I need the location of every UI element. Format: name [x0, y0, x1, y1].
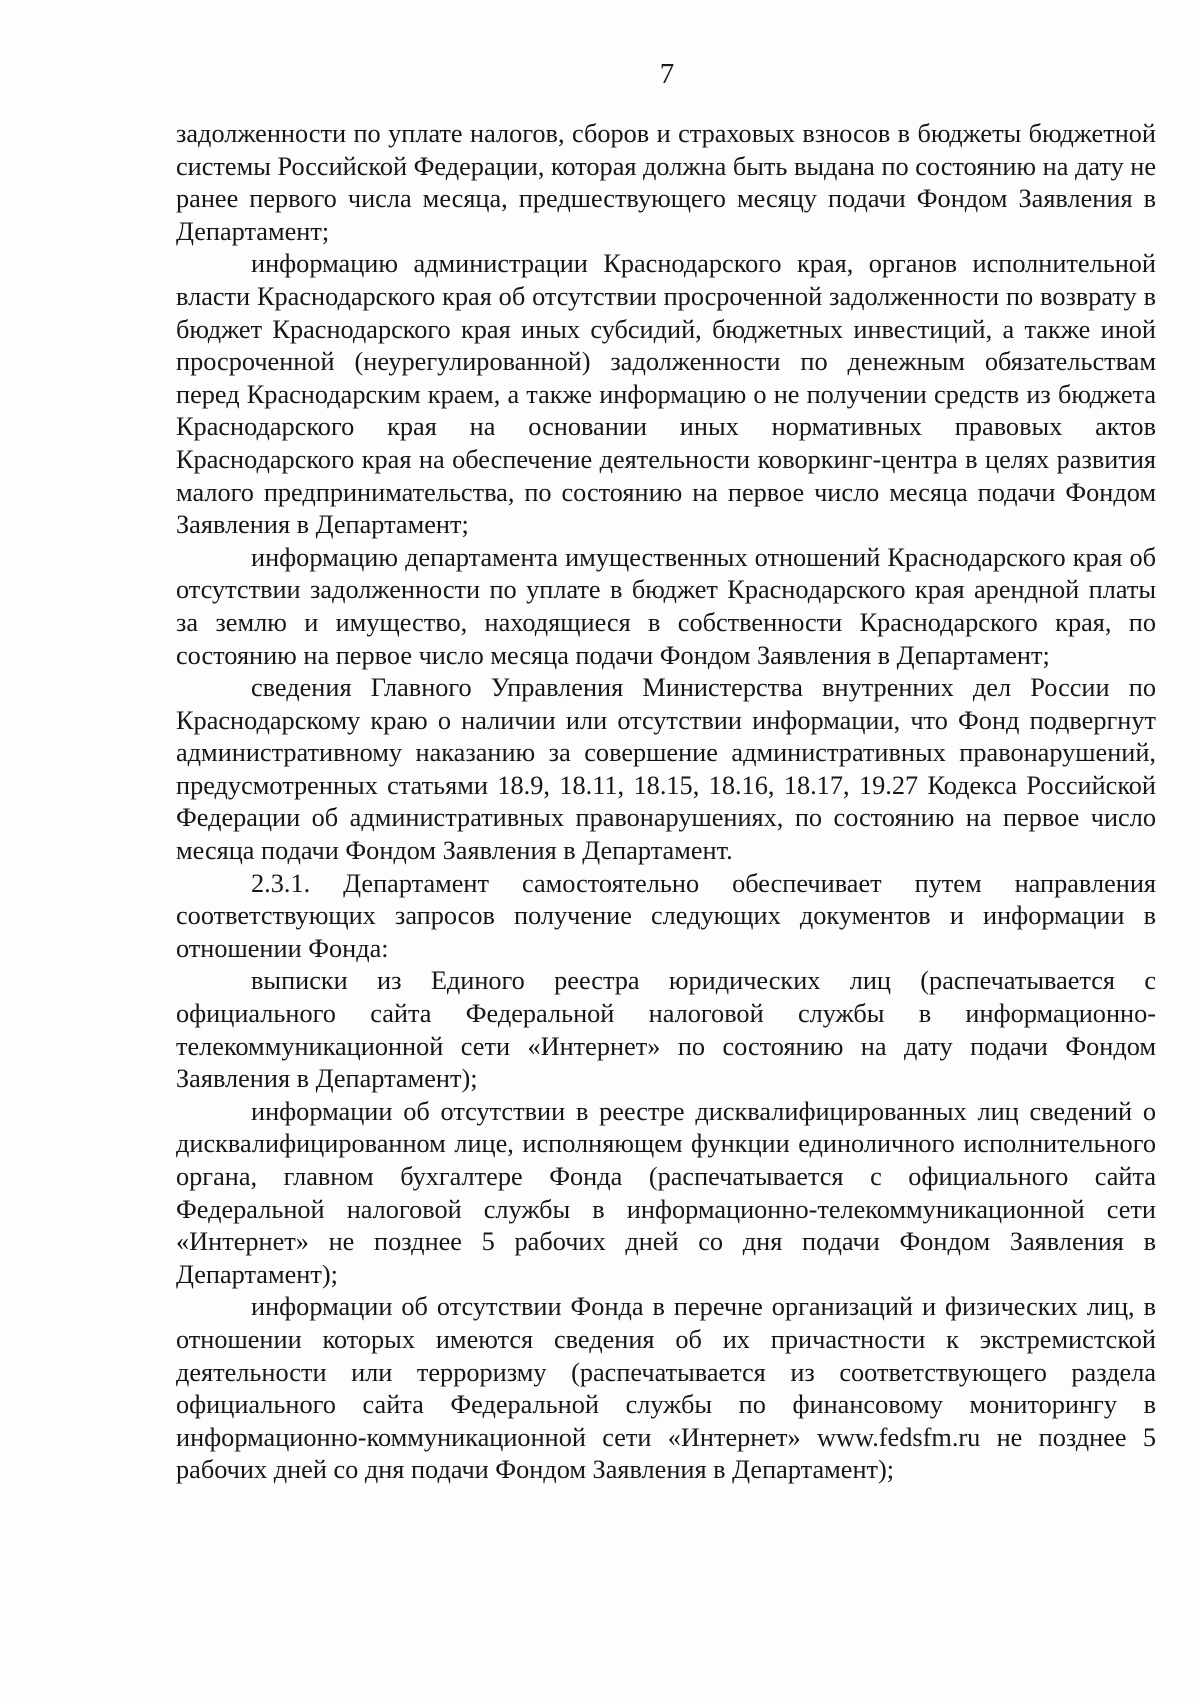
- paragraph-administration-info: информацию администрации Краснодарского края, органов исполнительной власти Краснодарского края об отсутствии просроченной задолженности по возврату в бюджет Краснодарского края иных субсидий, бюджетных инвестиций, а также иной просроченной (неурегулированной) задолженности по денежным обязательствам перед Краснодарским краем, а также информацию о не получении средств из бюджета Краснодарского края на основании иных нормативных правовых актов Краснодарского края на обеспечение деятельности коворкинг-центра в целях развития малого предпринимательства, по состоянию на первое число месяца подачи Фондом Заявления в Департамент;: [176, 249, 1156, 540]
- paragraph-section-2-3-1: 2.3.1. Департамент самостоятельно обеспечивает путем направления соответствующих запросов получение следующих документов и информации в отношении Фонда:: [176, 868, 1156, 963]
- paragraph-property-department-info: информацию департамента имущественных отношений Краснодарского края об отсутствии задолженности по уплате в бюджет Краснодарского края арендной платы за землю и имущество, находящиеся в собственности Краснодарского края, по состоянию на первое число месяца подачи Фондом Заявления в Департамент;: [176, 542, 1156, 670]
- paragraph-interior-ministry-info: сведения Главного Управления Министерства внутренних дел России по Краснодарскому краю о наличии или отсутствии информации, что Фонд подвергнут административному наказанию за совершение административных правонарушений, предусмотренных статьями 18.9, 18.11, 18.15, 18.16, 18.17, 19.27 Кодекса Российской Федерации об административных правонарушениях, по состоянию на первое число месяца подачи Фондом Заявления в Департамент.: [176, 673, 1156, 866]
- paragraph-tax-debt-continuation: задолженности по уплате налогов, сборов и страховых взносов в бюджеты бюджетной системы Российской Федерации, которая должна быть выдана по состоянию на дату не ранее первого числа месяца, предшествующего месяцу подачи Фондом Заявления в Департамент;: [176, 119, 1156, 246]
- document-body: [176, 118, 1156, 1487]
- paragraph-legal-entities-register: выписки из Единого реестра юридических лиц (распечатывается с официального сайта Федеральной налоговой службы в информационно-телекоммуникационной сети «Интернет» по состоянию на дату подачи Фондом Заявления в Департамент);: [176, 966, 1156, 1094]
- page-number: 7: [659, 58, 675, 90]
- paragraph-disqualified-persons: информации об отсутствии в реестре дисквалифицированных лиц сведений о дисквалифицированном лице, исполняющем функции единоличного исполнительного органа, главном бухгалтере Фонда (распечатывается с официального сайта Федеральной налоговой службы в информационно-телекоммуникационной сети «Интернет» не позднее 5 рабочих дней со дня подачи Фондом Заявления в Департамент);: [176, 1096, 1156, 1289]
- paragraph-extremism-list: информации об отсутствии Фонда в перечне организаций и физических лиц, в отношении которых имеются сведения об их причастности к экстремистской деятельности или терроризму (распечатывается из соответствующего раздела официального сайта Федеральной службы по финансовому мониторингу в информационно-коммуникационной сети «Интернет» www.fedsfm.ru не позднее 5 рабочих дней со дня подачи Фондом Заявления в Департамент);: [176, 1292, 1156, 1485]
